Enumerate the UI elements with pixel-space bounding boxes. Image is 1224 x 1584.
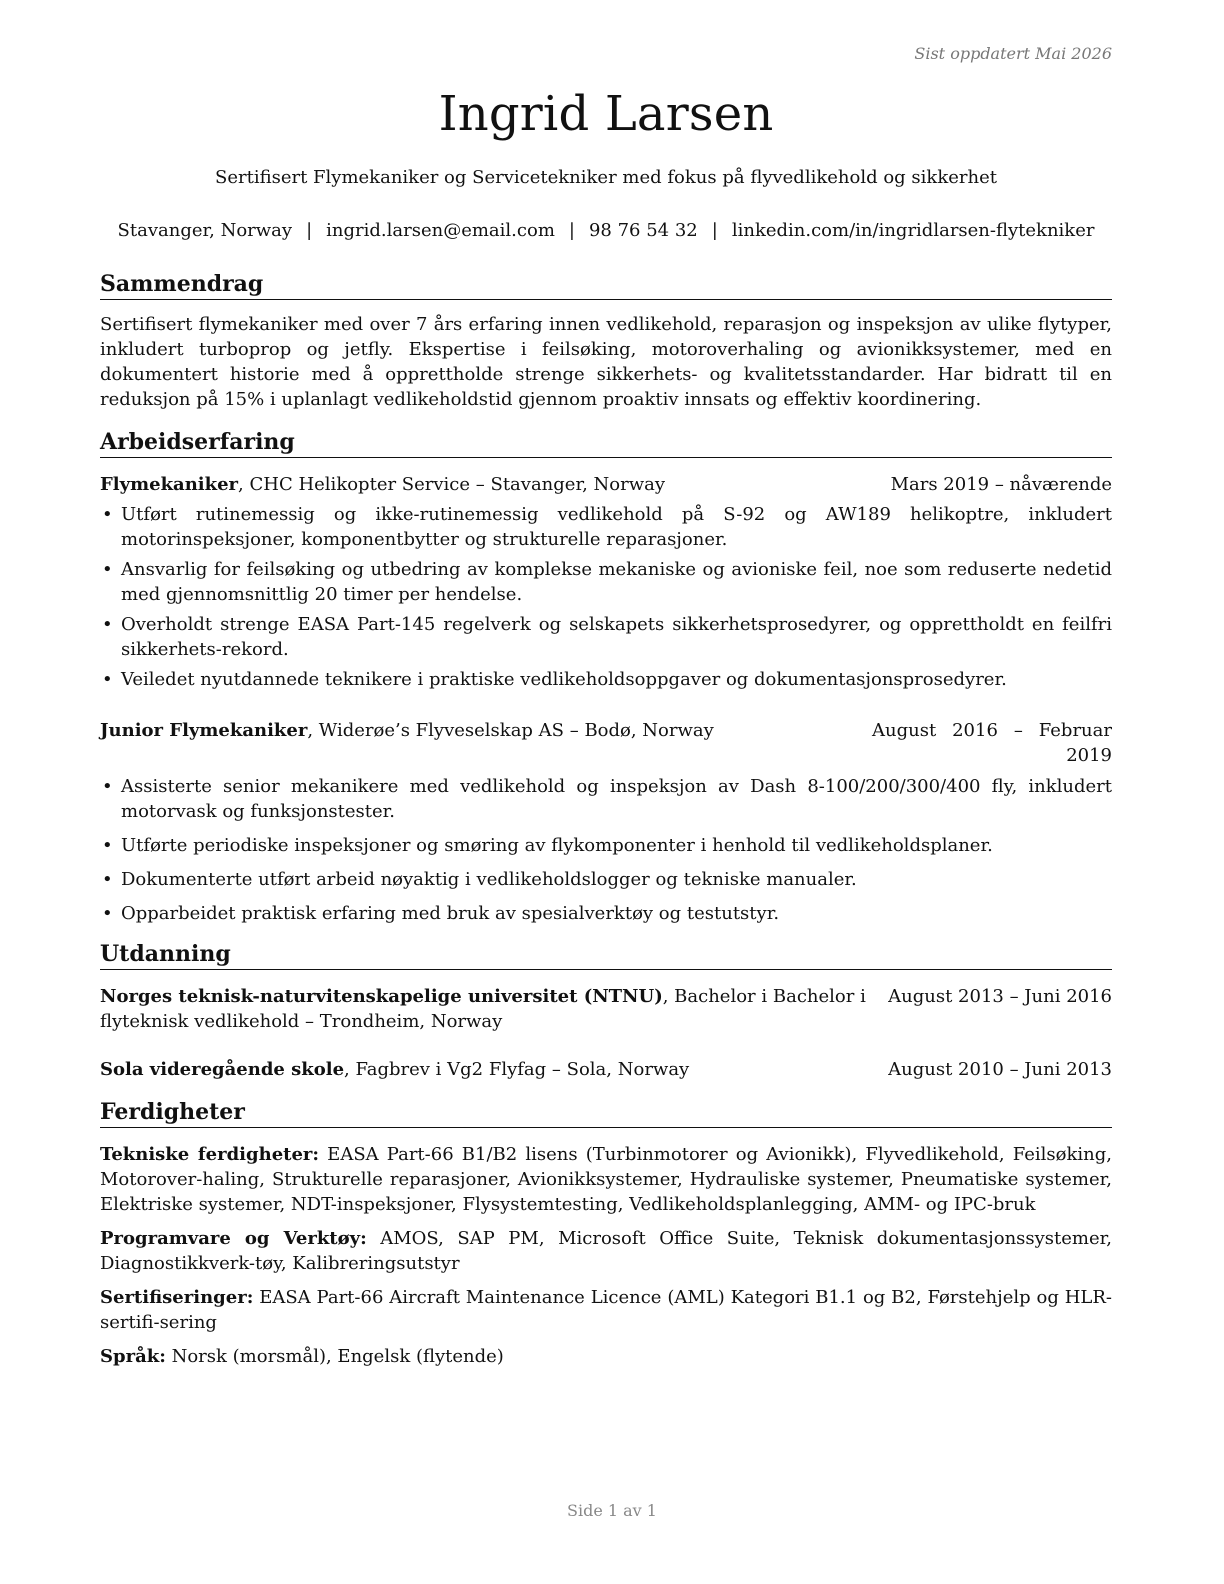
skill-text: Norsk (morsmål), Engelsk (flytende)	[165, 1346, 504, 1367]
education-entry	[100, 984, 1112, 1034]
job-header	[100, 472, 1112, 497]
section-title-skills: Ferdigheter	[100, 1098, 1112, 1128]
skill-label: Språk:	[100, 1346, 166, 1367]
job-title-line	[100, 718, 714, 743]
separator: |	[711, 220, 718, 241]
skill-label: Tekniske ferdigheter:	[100, 1144, 320, 1165]
list-item: • Overholdt strenge EASA Part-145 regelverk og selskapets sikkerhetsprosedyrer, og opprettholdt en feilfri sikkerhets-rekord.	[100, 612, 1112, 662]
job-title-line	[100, 472, 665, 497]
section-title-experience: Arbeidserfaring	[100, 428, 1112, 458]
page-number: Side 1 av 1	[567, 1501, 657, 1520]
skill-text: AMOS, SAP PM, Microsoft Office Suite, Teknisk dokumentasjonssystemer, Diagnostikkverk-tøy, Kalibreringsutstyr	[100, 1228, 1112, 1274]
separator: |	[568, 220, 575, 241]
list-item: • Veiledet nyutdannede teknikere i praktiske vedlikeholdsoppgaver og dokumentasjonsprosedyrer.	[100, 667, 1112, 692]
list-item: • Ansvarlig for feilsøking og utbedring av komplekse mekaniske og avioniske feil, noe som reduserte nedetid med gjennomsnittlig 20 timer per hendelse.	[100, 557, 1112, 607]
list-item: • Utført rutinemessig og ikke-rutinemessig vedlikehold på S-92 og AW189 helikoptre, inkludert motorinspeksjoner, komponentbytter og strukturelle reparasjoner.	[100, 502, 1112, 552]
list-item: • Utførte periodiske inspeksjoner og smøring av flykomponenter i henhold til vedlikeholdsplaner.	[100, 833, 1112, 858]
job-role: Flymekaniker	[100, 474, 239, 495]
separator: |	[306, 220, 313, 241]
skill-text: EASA Part-66 Aircraft Maintenance Licence (AML) Kategori B1.1 og B2, Førstehjelp og HLR-sertifi-sering	[100, 1287, 1112, 1333]
job-bullets	[100, 502, 1112, 692]
candidate-name: Ingrid Larsen	[438, 86, 774, 142]
contact-location: Stavanger, Norway	[117, 220, 293, 241]
last-updated: Sist oppdatert Mai 2026	[914, 44, 1112, 63]
skill-text: EASA Part-66 B1/B2 lisens (Turbinmotorer og Avionikk), Flyvedlikehold, Feilsøking, Motorover-haling, Strukturelle reparasjoner, Avionikksystemer, Hydrauliske systemer, Pneumatiske systemer, Elektriske systemer, NDT-inspeksjoner, Flysystemtesting, Vedlikeholdsplanlegging, AMM- og IPC-bruk	[100, 1144, 1112, 1215]
education-school: Sola videregående skole	[100, 1059, 345, 1080]
contact-phone: 98 76 54 32	[588, 220, 698, 241]
job-header	[100, 718, 1112, 768]
education-school-line	[100, 984, 880, 1034]
job-entry	[100, 472, 1112, 692]
contact-line	[100, 220, 1112, 241]
job-entry	[100, 718, 1112, 926]
skill-label: Sertifiseringer:	[100, 1287, 254, 1308]
contact-linkedin[interactable]: linkedin.com/in/ingridlarsen-flytekniker	[731, 220, 1095, 241]
job-org: , CHC Helikopter Service – Stavanger, Norway	[238, 474, 666, 495]
skill-group	[100, 1226, 1112, 1276]
skill-group	[100, 1142, 1112, 1217]
section-title-education: Utdanning	[100, 940, 1112, 970]
tagline: Sertifisert Flymekaniker og Servicetekniker med fokus på flyvedlikehold og sikkerhet	[215, 167, 997, 188]
summary-text: Sertifisert flymekaniker med over 7 års erfaring innen vedlikehold, reparasjon og inspeksjon av ulike flytyper, inkludert turboprop og jetfly. Ekspertise i feilsøking, motoroverhaling og avionikksystemer, med en dokumentert historie med å opprettholde strenge sikkerhets- og kvalitetsstandarder. Har bidratt til en reduksjon på 15% i uplanlagt vedlikeholdstid gjennom proaktiv innsats og effektiv koordinering.	[100, 314, 1112, 410]
job-dates: August 2016 – Februar 2019	[872, 720, 1112, 766]
skill-label: Programvare og Verktøy:	[100, 1228, 367, 1249]
list-item: • Assisterte senior mekanikere med vedlikehold og inspeksjon av Dash 8-100/200/300/400 fly, inkludert motorvask og funksjonstester.	[100, 774, 1112, 824]
job-dates: Mars 2019 – nåværende	[890, 474, 1112, 495]
education-dates: August 2010 – Juni 2013	[888, 1059, 1112, 1080]
job-role: Junior Flymekaniker	[100, 720, 308, 741]
list-item: • Dokumenterte utført arbeid nøyaktig i vedlikeholdslogger og tekniske manualer.	[100, 867, 1112, 892]
education-entry	[100, 1057, 1112, 1082]
education-school-line	[100, 1057, 880, 1082]
skill-group	[100, 1344, 1112, 1369]
education-detail: , Fagbrev i Vg2 Flyfag – Sola, Norway	[344, 1059, 690, 1080]
section-title-summary: Sammendrag	[100, 270, 1112, 300]
education-detail: , Bachelor i Bachelor i flyteknisk vedlikehold – Trondheim, Norway	[100, 986, 866, 1032]
list-item: • Opparbeidet praktisk erfaring med bruk av spesialverktøy og testutstyr.	[100, 901, 1112, 926]
resume-content	[100, 270, 1112, 1369]
education-school: Norges teknisk-naturvitenskapelige universitet (NTNU)	[100, 986, 663, 1007]
education-dates: August 2013 – Juni 2016	[888, 986, 1112, 1007]
skill-group	[100, 1285, 1112, 1335]
contact-email[interactable]: ingrid.larsen@email.com	[326, 220, 555, 241]
job-bullets	[100, 774, 1112, 926]
job-org: , Widerøe’s Flyveselskap AS – Bodø, Norway	[307, 720, 714, 741]
